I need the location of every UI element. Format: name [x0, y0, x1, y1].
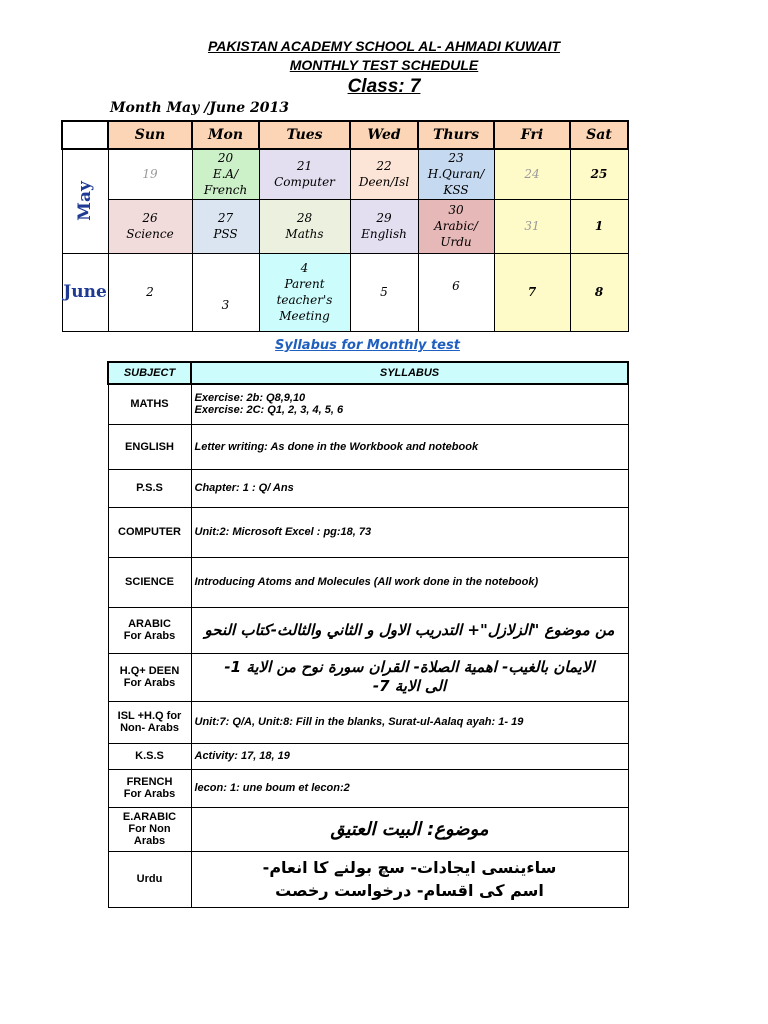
- syllabus-header-row: [108, 362, 628, 384]
- weekday-header-row: [62, 121, 628, 149]
- syllabus-cell: من موضوع "الزلازل"+ التدريب الاول و الثاني والثالث-كتاب النحو: [191, 607, 628, 653]
- may-label: May: [62, 149, 108, 253]
- subject-cell: COMPUTER: [108, 507, 191, 557]
- june-label: June: [62, 253, 108, 331]
- month-label: Month May /June 2013: [110, 100, 289, 116]
- subject-cell: FRENCH For Arabs: [108, 769, 191, 807]
- date-cell: 4 Parent teacher's Meeting: [259, 253, 350, 331]
- syllabus-cell: موضوع: البيت العتيق: [191, 807, 628, 851]
- subject-cell: ARABIC For Arabs: [108, 607, 191, 653]
- date-cell: 5: [350, 253, 418, 331]
- date-cell: 25: [570, 149, 628, 199]
- corner-cell: [62, 121, 108, 149]
- syllabus-cell: Exercise: 2b: Q8,9,10 Exercise: 2C: Q1, 2, 3, 4, 5, 6: [191, 384, 628, 424]
- class-label: Class: 7: [347, 76, 421, 97]
- day-header: Sun: [108, 121, 192, 149]
- day-header: Fri: [494, 121, 570, 149]
- subject-cell: ENGLISH: [108, 424, 191, 469]
- date-cell: 29 English: [350, 199, 418, 253]
- subject-cell: MATHS: [108, 384, 191, 424]
- syllabus-row: [108, 424, 628, 469]
- date-cell: 3: [192, 253, 259, 331]
- syllabus-row: [108, 769, 628, 807]
- date-cell: 27 PSS: [192, 199, 259, 253]
- date-cell: 28 Maths: [259, 199, 350, 253]
- subject-cell: H.Q+ DEEN For Arabs: [108, 653, 191, 701]
- syllabus-cell: ساءینسی ایجادات- سچ بولنے کا انعام- اسم کی اقسام- درخواست رخصت: [191, 851, 628, 907]
- syllabus-row: [108, 701, 628, 743]
- date-cell: 23 H.Quran/ KSS: [418, 149, 494, 199]
- day-header: Wed: [350, 121, 418, 149]
- date-cell: 24: [494, 149, 570, 199]
- syllabus-cell: Chapter: 1 : Q/ Ans: [191, 469, 628, 507]
- may-week-row: [62, 199, 628, 253]
- day-header: Thurs: [418, 121, 494, 149]
- schedule-title: MONTHLY TEST SCHEDULE: [289, 57, 479, 73]
- syllabus-title: Syllabus for Monthly test: [275, 338, 460, 353]
- date-cell: 7: [494, 253, 570, 331]
- syllabus-cell: Activity: 17, 18, 19: [191, 743, 628, 769]
- date-cell: 30 Arabic/ Urdu: [418, 199, 494, 253]
- date-cell: 31: [494, 199, 570, 253]
- syllabus-cell: Letter writing: As done in the Workbook and notebook: [191, 424, 628, 469]
- syllabus-cell: الايمان بالغيب- اهمية الصلاة- القران سورة نوح من الاية 1- الى الاية 7-: [191, 653, 628, 701]
- subject-cell: K.S.S: [108, 743, 191, 769]
- date-cell: 20 E.A/ French: [192, 149, 259, 199]
- syllabus-row: [108, 743, 628, 769]
- column-header-subject: SUBJECT: [108, 362, 191, 384]
- subject-cell: P.S.S: [108, 469, 191, 507]
- date-cell: 19: [108, 149, 192, 199]
- syllabus-cell: lecon: 1: une boum et lecon:2: [191, 769, 628, 807]
- syllabus-row: [108, 607, 628, 653]
- syllabus-cell: Unit:7: Q/A, Unit:8: Fill in the blanks, Surat-ul-Aalaq ayah: 1- 19: [191, 701, 628, 743]
- day-header: Tues: [259, 121, 350, 149]
- june-week-row: [62, 253, 628, 331]
- day-header: Sat: [570, 121, 628, 149]
- syllabus-row: [108, 653, 628, 701]
- school-name: PAKISTAN ACADEMY SCHOOL AL- AHMADI KUWAIT: [207, 38, 561, 54]
- syllabus-cell: Introducing Atoms and Molecules (All work done in the notebook): [191, 557, 628, 607]
- syllabus-row: [108, 469, 628, 507]
- syllabus-row: [108, 851, 628, 907]
- syllabus-row: [108, 384, 628, 424]
- date-cell: 2: [108, 253, 192, 331]
- subject-cell: E.ARABIC For Non Arabs: [108, 807, 191, 851]
- syllabus-row: [108, 507, 628, 557]
- syllabus-row: [108, 807, 628, 851]
- date-cell: 26 Science: [108, 199, 192, 253]
- date-cell: 21 Computer: [259, 149, 350, 199]
- subject-cell: SCIENCE: [108, 557, 191, 607]
- syllabus-table: [107, 361, 629, 908]
- date-cell: 1: [570, 199, 628, 253]
- date-cell: 22 Deen/Isl: [350, 149, 418, 199]
- syllabus-cell: Unit:2: Microsoft Excel : pg:18, 73: [191, 507, 628, 557]
- column-header-syllabus: SYLLABUS: [191, 362, 628, 384]
- may-week-row: [62, 149, 628, 199]
- day-header: Mon: [192, 121, 259, 149]
- syllabus-row: [108, 557, 628, 607]
- date-cell: 6: [418, 253, 494, 331]
- subject-cell: ISL +H.Q for Non- Arabs: [108, 701, 191, 743]
- date-cell: 8: [570, 253, 628, 331]
- subject-cell: Urdu: [108, 851, 191, 907]
- calendar-table: [61, 120, 629, 332]
